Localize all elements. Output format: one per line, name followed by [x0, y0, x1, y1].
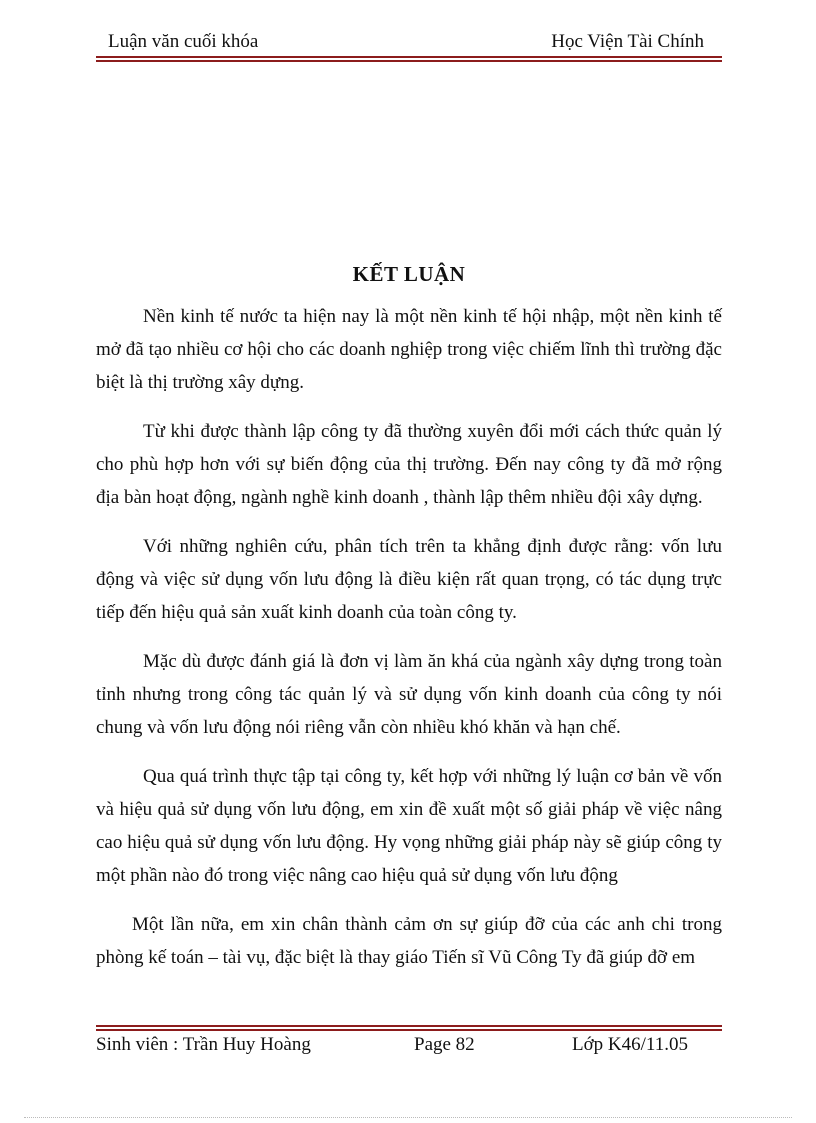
header-divider [96, 56, 722, 62]
paragraph: Mặc dù được đánh giá là đơn vị làm ăn khá của ngành xây dựng trong toàn tỉnh nhưng trong công tác quản lý và sử dụng vốn kinh doanh của công ty nói chung và vốn lưu động nói riêng vẫn còn nhiều khó khăn và hạn chế. [96, 651, 722, 738]
paragraph: Một lần nữa, em xin chân thành cảm ơn sự giúp đỡ của các anh chi trong phòng kế toán – tài vụ, đặc biệt là thay giáo Tiến sĩ Vũ Công Ty đã giúp đỡ em [96, 914, 722, 968]
header-thesis-label: Luận văn cuối khóa [108, 31, 259, 52]
paragraph: Qua quá trình thực tập tại công ty, kết hợp với những lý luận cơ bản về vốn và hiệu quả sử dụng vốn lưu động, em xin đề xuất một số giải pháp về việc nâng cao hiệu quả sử dụng vốn lưu động. Hy vọng những giải pháp này sẽ giúp công ty một phần nào đó trong việc nâng cao hiệu quả sử dụng vốn lưu động [96, 766, 722, 886]
paragraph: Nền kinh tế nước ta hiện nay là một nền kinh tế hội nhập, một nền kinh tế mở đã tạo nhiều cơ hội cho các doanh nghiệp trong việc chiếm lĩnh thì trường đặc biệt là thị trường xây dựng. [96, 306, 722, 393]
page-title: KẾT LUẬN [352, 262, 466, 286]
page-edge-divider [24, 1117, 792, 1118]
footer-page-number: Page 82 [414, 1034, 475, 1055]
footer-class: Lớp K46/11.05 [572, 1034, 688, 1055]
paragraph: Từ khi được thành lập công ty đã thường xuyên đổi mới cách thức quản lý cho phù hợp hơn với sự biến động của thị trường. Đến nay công ty đã mở rộng địa bàn hoạt động, ngành nghề kinh doanh , thành lập thêm nhiều đội xây dựng. [96, 421, 722, 508]
header-institution: Học Viện Tài Chính [551, 31, 704, 52]
page-footer [96, 1034, 722, 1058]
page-header [96, 31, 722, 53]
footer-student: Sinh viên : Trần Huy Hoàng [96, 1034, 311, 1055]
footer-divider [96, 1025, 722, 1031]
paragraph: Với những nghiên cứu, phân tích trên ta khẳng định được rằng: vốn lưu động và việc sử dụng vốn lưu động là điều kiện rất quan trọng, có tác dụng trực tiếp đến hiệu quả sản xuất kinh doanh của toàn công ty. [96, 536, 722, 623]
conclusion-body [96, 300, 722, 974]
